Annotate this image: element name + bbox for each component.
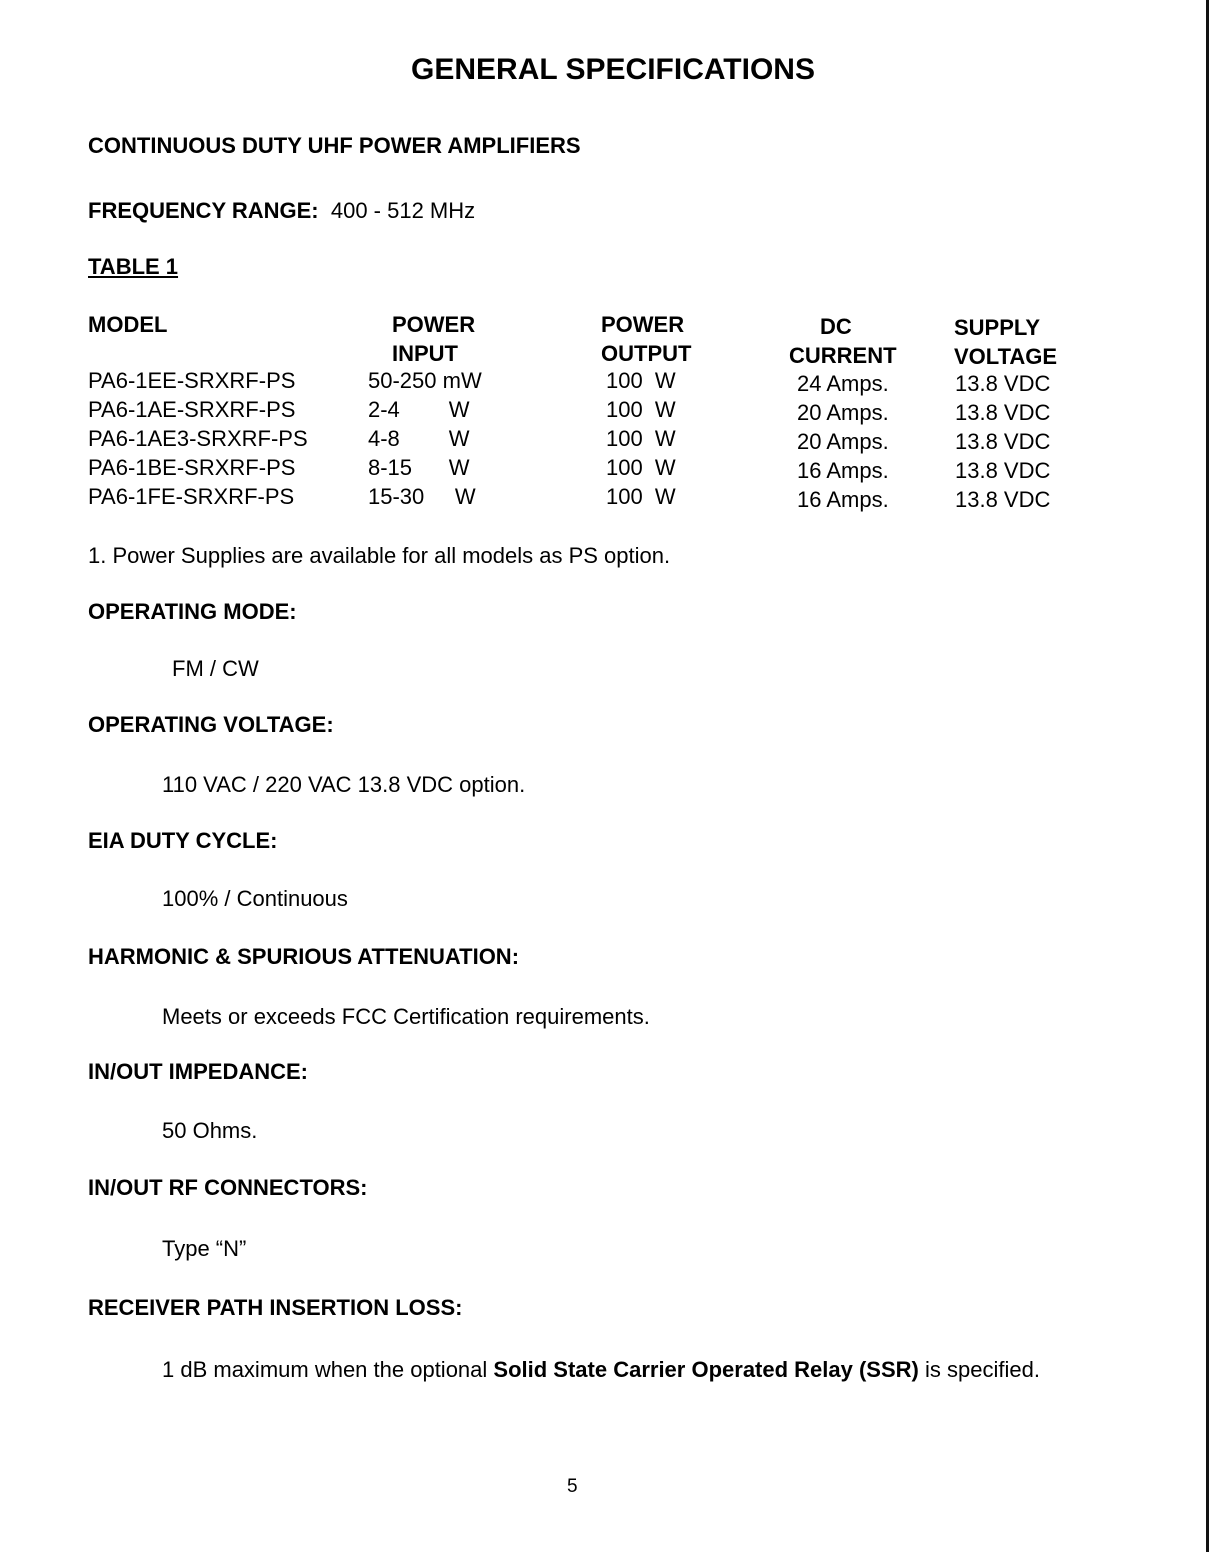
frequency-value: 400 - 512 MHz [330,198,476,223]
table-cell-output: 100 W [606,368,676,393]
table-cell-model: PA6-1BE-SRXRF-PS [88,455,296,480]
section-heading: OPERATING MODE: [88,599,297,624]
section-heading: IN/OUT IMPEDANCE: [88,1059,308,1084]
table-cell-model: PA6-1EE-SRXRF-PS [88,368,296,393]
table-cell-voltage: 13.8 VDC [955,400,1051,425]
frequency-range [88,198,475,224]
header-power-output-2: OUTPUT [601,341,692,366]
table-cell-output: 100 W [606,484,676,509]
section-value: Type “N” [162,1236,247,1261]
header-supply-voltage-1: SUPPLY [954,315,1041,340]
table-cell-model: PA6-1AE3-SRXRF-PS [88,426,308,451]
section-heading: OPERATING VOLTAGE: [88,712,334,737]
header-power-input-1: POWER [392,312,476,337]
table-cell-voltage: 13.8 VDC [955,458,1051,483]
header-model: MODEL [88,312,168,337]
header-power-input-2: INPUT [392,341,458,366]
table-cell-current: 16 Amps. [797,487,889,512]
section-value-pre: 1 dB maximum when the optional [162,1357,494,1382]
table-cell-current: 20 Amps. [797,429,889,454]
section-value: 100% / Continuous [162,886,348,911]
scan-edge-line [1206,0,1209,1552]
table-cell-voltage: 13.8 VDC [955,371,1051,396]
table-cell-current: 24 Amps. [797,371,889,396]
page-title: GENERAL SPECIFICATIONS [411,53,815,86]
table-cell-current: 20 Amps. [797,400,889,425]
section-value [162,1357,1040,1383]
table-cell-current: 16 Amps. [797,458,889,483]
section-value: Meets or exceeds FCC Certification requirements. [162,1004,650,1029]
table-cell-model: PA6-1FE-SRXRF-PS [88,484,295,509]
header-power-output-1: POWER [601,312,685,337]
table-cell-voltage: 13.8 VDC [955,487,1051,512]
page-number: 5 [567,1476,578,1497]
section-value-bold: Solid State Carrier Operated Relay (SSR) [493,1357,919,1382]
section-value: 50 Ohms. [162,1118,258,1143]
table-cell-voltage: 13.8 VDC [955,429,1051,454]
section-value: FM / CW [172,656,259,681]
header-dc-current-1: DC [820,314,852,339]
table-cell-output: 100 W [606,397,676,422]
table-label: TABLE 1 [88,254,179,279]
section-value-post: is specified. [918,1357,1040,1382]
section-heading: RECEIVER PATH INSERTION LOSS: [88,1295,463,1320]
header-supply-voltage-2: VOLTAGE [954,344,1058,369]
table-cell-input: 4-8 W [368,426,470,451]
table-cell-input: 50-250 mW [368,368,482,393]
header-dc-current-2: CURRENT [789,343,897,368]
footnote: 1. Power Supplies are available for all models as PS option. [88,543,671,568]
section-value: 110 VAC / 220 VAC 13.8 VDC option. [162,772,526,797]
frequency-label: FREQUENCY RANGE: [88,198,319,223]
table-cell-model: PA6-1AE-SRXRF-PS [88,397,296,422]
table-cell-output: 100 W [606,426,676,451]
table-cell-input: 8-15 W [368,455,470,480]
table-cell-output: 100 W [606,455,676,480]
section-heading: HARMONIC & SPURIOUS ATTENUATION: [88,944,520,969]
table-cell-input: 15-30 W [368,484,476,509]
table-cell-input: 2-4 W [368,397,470,422]
section-heading: EIA DUTY CYCLE: [88,828,278,853]
subtitle: CONTINUOUS DUTY UHF POWER AMPLIFIERS [88,133,581,158]
section-heading: IN/OUT RF CONNECTORS: [88,1175,368,1200]
